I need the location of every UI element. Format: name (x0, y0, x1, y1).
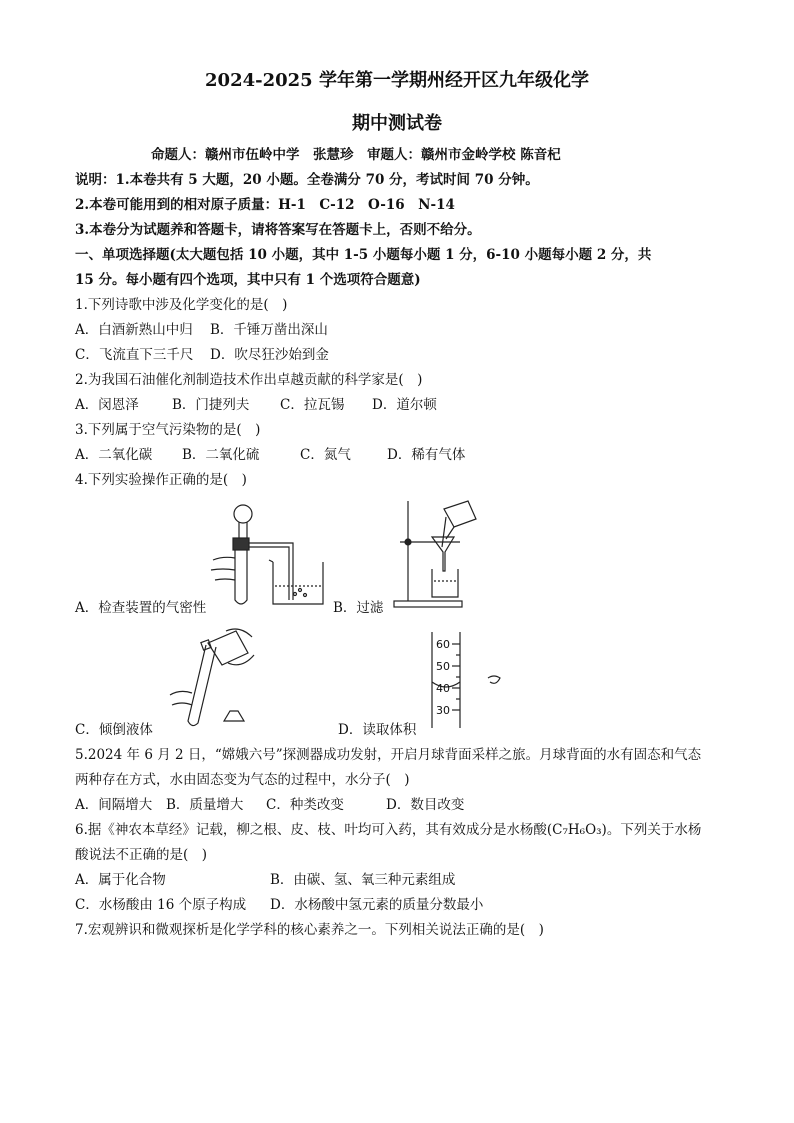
q6-option-d: D．水杨酸中氢元素的质量分数最小 (270, 897, 484, 913)
note-3: 3.本卷分为试题养和答题卡，请将答案写在答题卡上，否则不给分。 (75, 222, 481, 238)
section1-heading-line2: 15 分。每小题有四个选项，其中只有 1 个选项符合题意) (75, 272, 421, 288)
q4-option-c: C．倾倒液体 (75, 722, 153, 738)
q4-option-a: A．检查装置的气密性 (75, 600, 207, 616)
q1-option-b: B．千锤万凿出深山 (210, 322, 328, 338)
q3-option-c: C．氮气 (300, 447, 351, 463)
note-2: 2.本卷可能用到的相对原子质量：H-1 C-12 O-16 N-14 (75, 197, 455, 213)
figure-airtightness-check (205, 500, 330, 612)
q1-option-c: C．飞流直下三千尺 (75, 347, 194, 363)
figure-filtration (388, 497, 484, 609)
ruler-tick-label: 30 (436, 704, 450, 717)
q2-stem: 2.为我国石油催化剂制造技术作出卓越贡献的科学家是( ) (75, 372, 423, 388)
figure-graduated-cylinder (430, 632, 510, 728)
q3-option-d: D．稀有气体 (387, 447, 466, 463)
q1-stem: 1.下列诗歌中涉及化学变化的是( ) (75, 297, 288, 313)
q4-stem: 4.下列实验操作正确的是( ) (75, 472, 247, 488)
q3-option-a: A．二氧化碳 (75, 447, 153, 463)
q5-stem-line2: 两种存在方式，水由固态变为气态的过程中，水分子( ) (75, 772, 410, 788)
section1-heading-line1: 一、单项选择题(太大题包括 10 小题，其中 1-5 小题每小题 1 分，6-10 小题每小题 2 分，共 (75, 247, 652, 263)
q5-option-b: B．质量增大 (166, 797, 244, 813)
q6-stem-line1: 6.据《神农本草经》记载，柳之根、皮、枝、叶均可入药，其有效成分是水杨酸(C₇H₆O₃)。下列关于水杨 (75, 822, 702, 838)
q1-option-a: A．白酒新熟山中归 (75, 322, 193, 338)
q6-option-b: B．由碳、氢、氧三种元素组成 (270, 872, 456, 888)
q3-stem: 3.下列属于空气污染物的是( ) (75, 422, 261, 438)
q6-stem-line2: 酸说法不正确的是( ) (75, 847, 208, 863)
note-1: 说明：1.本卷共有 5 大题，20 小题。全卷满分 70 分，考试时间 70 分钟。 (75, 172, 539, 188)
q1-option-d: D．吹尽狂沙始到金 (210, 347, 329, 363)
ruler-tick-label: 50 (436, 660, 450, 673)
ruler-tick-label: 40 (436, 682, 450, 695)
q4-option-b: B．过滤 (333, 600, 384, 616)
q5-stem-line1: 5.2024 年 6 月 2 日，“嫦娥六号”探测器成功发射，开启月球背面采样之旅。月球背面的水有固态和气态 (75, 747, 702, 763)
q4-option-d: D．读取体积 (338, 722, 417, 738)
q5-option-d: D．数目改变 (386, 797, 465, 813)
exam-title-line2: 期中测试卷 (352, 113, 442, 134)
exam-title-line1: 2024-2025 学年第一学期州经开区九年级化学 (205, 70, 589, 91)
q2-option-b: B．门捷列夫 (172, 397, 250, 413)
figure-pouring-liquid (166, 625, 266, 733)
q3-option-b: B．二氧化硫 (182, 447, 260, 463)
q6-option-c: C．水杨酸由 16 个原子构成 (75, 897, 247, 913)
q7-stem: 7.宏观辨识和微观探析是化学学科的核心素养之一。下列相关说法正确的是( ) (75, 922, 544, 938)
q2-option-a: A．闵恩泽 (75, 397, 139, 413)
q2-option-d: D．道尔顿 (372, 397, 437, 413)
exam-authors: 命题人：赣州市伍岭中学 张慧珍 审题人：赣州市金岭学校 陈音杞 (151, 147, 561, 163)
q5-option-a: A．间隔增大 (75, 797, 153, 813)
q6-option-a: A．属于化合物 (75, 872, 166, 888)
q2-option-c: C．拉瓦锡 (280, 397, 345, 413)
ruler-tick-label: 60 (436, 638, 450, 651)
q5-option-c: C．种类改变 (266, 797, 344, 813)
